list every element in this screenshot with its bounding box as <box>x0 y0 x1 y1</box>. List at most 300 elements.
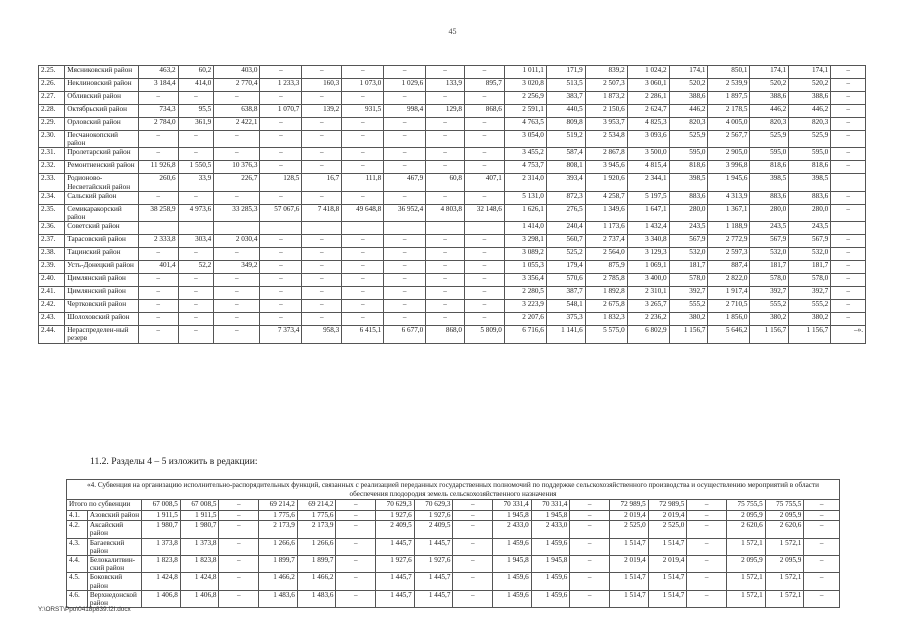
subvention-total-row <box>67 500 840 511</box>
value-cell: 1 945,6 <box>708 174 750 191</box>
value-cell: 4 825,3 <box>627 118 669 131</box>
value-cell: – <box>219 521 259 538</box>
value-cell: – <box>570 590 610 607</box>
value-cell: 525,9 <box>789 131 831 148</box>
value-cell: 3 089,2 <box>504 248 546 261</box>
value-cell: 181,7 <box>750 261 789 274</box>
value-cell: 595,0 <box>669 148 708 161</box>
value-cell: – <box>384 248 426 261</box>
total-value: 67 008,5 <box>142 500 181 511</box>
district-name: Октябрьский район <box>65 105 138 118</box>
row-index: 2.31. <box>39 148 65 161</box>
value-cell: – <box>804 538 840 555</box>
value-cell: – <box>831 248 866 261</box>
value-cell: 1 424,8 <box>142 573 181 590</box>
value-cell: – <box>138 131 178 148</box>
value-cell: – <box>302 313 342 326</box>
value-cell: – <box>260 248 302 261</box>
value-cell: 174,1 <box>669 66 708 79</box>
value-cell: 1 572,1 <box>765 590 804 607</box>
value-cell: 2 333,8 <box>138 235 178 248</box>
value-cell: – <box>336 556 376 573</box>
row-index: 2.43. <box>39 313 65 326</box>
value-cell: 380,2 <box>789 313 831 326</box>
subvention-title-row <box>67 480 840 500</box>
value-cell: 532,0 <box>789 248 831 261</box>
value-cell <box>178 222 214 235</box>
value-cell: 4 005,0 <box>708 118 750 131</box>
value-cell: 446,2 <box>750 105 789 118</box>
value-cell: 388,6 <box>669 92 708 105</box>
value-cell: 1 266,6 <box>259 538 298 555</box>
value-cell: 1 459,6 <box>531 590 570 607</box>
value-cell: 1 775,6 <box>297 510 336 521</box>
file-path-footer: Y:\ORST\Ppo\0418p839.f2I.docx <box>38 606 131 613</box>
district-name: Азовский район <box>87 510 141 521</box>
table-row <box>39 300 866 313</box>
value-cell: 3 265,7 <box>627 300 669 313</box>
row-index: 2.42. <box>39 300 65 313</box>
value-cell: 1 873,2 <box>585 92 627 105</box>
value-cell: 2 019,4 <box>648 556 687 573</box>
value-cell: 2 620,6 <box>727 521 766 538</box>
value-cell: – <box>831 287 866 300</box>
value-cell <box>831 222 866 235</box>
district-name: Багаевский район <box>87 538 141 555</box>
value-cell: 1 073,0 <box>342 79 384 92</box>
value-cell: 387,7 <box>546 287 585 300</box>
value-cell: 2 772,9 <box>708 235 750 248</box>
value-cell: 1 432,4 <box>627 222 669 235</box>
value-cell: – <box>831 261 866 274</box>
value-cell: – <box>260 66 302 79</box>
value-cell: – <box>804 521 840 538</box>
value-cell: 392,7 <box>750 287 789 300</box>
district-name: Тацинский район <box>65 248 138 261</box>
value-cell: – <box>831 131 866 148</box>
value-cell: 4 973,6 <box>178 204 214 221</box>
value-cell: 560,7 <box>546 235 585 248</box>
value-cell: 2 256,9 <box>504 92 546 105</box>
value-cell: 818,6 <box>750 161 789 174</box>
value-cell: – <box>214 300 260 313</box>
value-cell: 380,2 <box>669 313 708 326</box>
value-cell: 1 445,7 <box>414 538 453 555</box>
value-cell: – <box>570 521 610 538</box>
value-cell: – <box>453 573 493 590</box>
value-cell: – <box>342 118 384 131</box>
value-cell: 33 285,3 <box>214 204 260 221</box>
value-cell: – <box>214 274 260 287</box>
value-cell: 2 173,9 <box>259 521 298 538</box>
value-cell: – <box>384 300 426 313</box>
district-name: Нераспределен-ный резерв <box>65 326 138 343</box>
value-cell: 532,0 <box>750 248 789 261</box>
value-cell: 6 677,0 <box>384 326 426 343</box>
total-value: – <box>219 500 259 511</box>
value-cell: – <box>178 287 214 300</box>
value-cell: – <box>831 148 866 161</box>
value-cell: 875,9 <box>585 261 627 274</box>
value-cell: 3 298,1 <box>504 235 546 248</box>
row-index: 2.27. <box>39 92 65 105</box>
total-value: 75 755,5 <box>727 500 766 511</box>
value-cell: – <box>453 510 493 521</box>
district-name: Шолоховский район <box>65 313 138 326</box>
row-index: 4.6. <box>67 590 88 607</box>
value-cell: 1 024,2 <box>627 66 669 79</box>
total-value: 69 214,2 <box>297 500 336 511</box>
table-row <box>39 66 866 79</box>
district-name: Белокалитвин-ский район <box>87 556 141 573</box>
value-cell: 1 980,7 <box>142 521 181 538</box>
value-cell: 179,4 <box>546 261 585 274</box>
value-cell: 2 784,0 <box>138 118 178 131</box>
value-cell: 872,3 <box>546 191 585 204</box>
value-cell: 1 927,6 <box>376 510 415 521</box>
value-cell: 595,0 <box>750 148 789 161</box>
value-cell: 33,9 <box>178 174 214 191</box>
district-name: Чертковский район <box>65 300 138 313</box>
total-value: 70 629,3 <box>414 500 453 511</box>
total-value: – <box>804 500 840 511</box>
value-cell: – <box>138 326 178 343</box>
value-cell: – <box>465 300 505 313</box>
table-row <box>39 174 866 191</box>
value-cell: 361,9 <box>178 118 214 131</box>
value-cell: – <box>570 573 610 590</box>
value-cell: 2 030,4 <box>214 235 260 248</box>
value-cell: 2 525,0 <box>610 521 649 538</box>
table-row <box>39 191 866 204</box>
value-cell: 818,6 <box>669 161 708 174</box>
value-cell: 2 314,0 <box>504 174 546 191</box>
value-cell: – <box>384 274 426 287</box>
value-cell: 1 141,6 <box>546 326 585 343</box>
value-cell: 1 445,7 <box>376 538 415 555</box>
value-cell: – <box>831 118 866 131</box>
value-cell: 1 856,0 <box>708 313 750 326</box>
value-cell: 160,3 <box>302 79 342 92</box>
value-cell <box>260 222 302 235</box>
value-cell: 1 011,1 <box>504 66 546 79</box>
value-cell: 60,8 <box>426 174 465 191</box>
total-value: 72 989,5 <box>648 500 687 511</box>
value-cell: – <box>260 261 302 274</box>
value-cell: 1 892,8 <box>585 287 627 300</box>
row-index: 2.39. <box>39 261 65 274</box>
value-cell: – <box>138 300 178 313</box>
district-name: Обливский район <box>65 92 138 105</box>
value-cell: 809,8 <box>546 118 585 131</box>
value-cell: – <box>465 161 505 174</box>
value-cell: 1 070,7 <box>260 105 302 118</box>
value-cell: 520,2 <box>789 79 831 92</box>
value-cell: – <box>831 105 866 118</box>
value-cell: – <box>219 573 259 590</box>
value-cell: – <box>214 191 260 204</box>
value-cell: 1 373,8 <box>180 538 219 555</box>
value-cell: – <box>831 300 866 313</box>
value-cell: – <box>384 313 426 326</box>
value-cell: 998,4 <box>384 105 426 118</box>
value-cell: 868,6 <box>465 105 505 118</box>
value-cell <box>465 222 505 235</box>
value-cell: 1 775,6 <box>259 510 298 521</box>
district-funding-table <box>38 65 866 344</box>
value-cell: 1 945,8 <box>531 556 570 573</box>
value-cell: 1 466,2 <box>259 573 298 590</box>
value-cell: – <box>687 590 727 607</box>
value-cell: 3 060,1 <box>627 79 669 92</box>
value-cell: 1 188,9 <box>708 222 750 235</box>
value-cell: – <box>804 573 840 590</box>
value-cell: 4 753,7 <box>504 161 546 174</box>
value-cell: 1 445,7 <box>414 590 453 607</box>
value-cell: 5 131,0 <box>504 191 546 204</box>
table-row <box>39 92 866 105</box>
value-cell: – <box>426 274 465 287</box>
value-cell: 3 400,0 <box>627 274 669 287</box>
value-cell: – <box>214 92 260 105</box>
value-cell: 3 500,0 <box>627 148 669 161</box>
table-row <box>67 556 840 573</box>
value-cell: 3 455,2 <box>504 148 546 161</box>
value-cell: – <box>465 131 505 148</box>
table-row <box>39 326 866 343</box>
value-cell: 1 572,1 <box>727 573 766 590</box>
value-cell: 931,5 <box>342 105 384 118</box>
value-cell: 226,7 <box>214 174 260 191</box>
value-cell: – <box>214 313 260 326</box>
value-cell: 2 019,4 <box>610 556 649 573</box>
value-cell: 3 054,0 <box>504 131 546 148</box>
total-value: – <box>570 500 610 511</box>
value-cell: 174,1 <box>789 66 831 79</box>
value-cell: – <box>831 191 866 204</box>
value-cell: 5 809,0 <box>465 326 505 343</box>
value-cell: 7 373,4 <box>260 326 302 343</box>
value-cell: 570,6 <box>546 274 585 287</box>
value-cell: 139,2 <box>302 105 342 118</box>
value-cell: – <box>260 313 302 326</box>
value-cell <box>302 222 342 235</box>
value-cell: – <box>453 521 493 538</box>
value-cell: 532,0 <box>669 248 708 261</box>
value-cell: – <box>138 274 178 287</box>
value-cell: – <box>426 161 465 174</box>
row-index: 2.33. <box>39 174 65 191</box>
value-cell: 303,4 <box>178 235 214 248</box>
value-cell: – <box>426 235 465 248</box>
row-index: 4.3. <box>67 538 88 555</box>
value-cell: 243,5 <box>750 222 789 235</box>
section-amendment-note: 11.2. Разделы 4 – 5 изложить в редакции: <box>90 456 258 467</box>
value-cell: 839,2 <box>585 66 627 79</box>
value-cell: 1 550,5 <box>178 161 214 174</box>
value-cell: 2 019,4 <box>610 510 649 521</box>
value-cell: 5 197,5 <box>627 191 669 204</box>
value-cell: 1 029,6 <box>384 79 426 92</box>
value-cell: – <box>302 131 342 148</box>
value-cell: 6 716,6 <box>504 326 546 343</box>
value-cell: – <box>260 161 302 174</box>
table-row <box>39 274 866 287</box>
table-row <box>39 105 866 118</box>
value-cell: 2 310,1 <box>627 287 669 300</box>
total-value: – <box>453 500 493 511</box>
value-cell: 808,1 <box>546 161 585 174</box>
value-cell: 181,7 <box>669 261 708 274</box>
value-cell: 555,2 <box>789 300 831 313</box>
value-cell: – <box>342 261 384 274</box>
value-cell: 1 920,6 <box>585 174 627 191</box>
value-cell: 1 459,6 <box>531 573 570 590</box>
value-cell: – <box>384 287 426 300</box>
value-cell: 388,6 <box>750 92 789 105</box>
value-cell: 1 514,7 <box>648 538 687 555</box>
value-cell: 1 927,6 <box>414 556 453 573</box>
value-cell: 820,3 <box>669 118 708 131</box>
value-cell: 2 433,0 <box>493 521 532 538</box>
value-cell: 276,5 <box>546 204 585 221</box>
row-index: 2.30. <box>39 131 65 148</box>
value-cell: – <box>302 92 342 105</box>
value-cell: 1 445,7 <box>414 573 453 590</box>
total-value: 70 331,4 <box>493 500 532 511</box>
value-cell: 895,7 <box>465 79 505 92</box>
value-cell: 1 823,8 <box>180 556 219 573</box>
value-cell: –». <box>831 326 866 343</box>
table-row <box>39 287 866 300</box>
value-cell: 398,5 <box>669 174 708 191</box>
value-cell: 4 258,7 <box>585 191 627 204</box>
value-cell: 525,9 <box>750 131 789 148</box>
value-cell: 2 770,4 <box>214 79 260 92</box>
value-cell: – <box>336 510 376 521</box>
value-cell: – <box>302 300 342 313</box>
value-cell: 1 572,1 <box>727 538 766 555</box>
value-cell: – <box>214 248 260 261</box>
table-row <box>39 235 866 248</box>
value-cell: – <box>831 92 866 105</box>
value-cell: – <box>342 92 384 105</box>
value-cell: 2 525,0 <box>648 521 687 538</box>
value-cell: 868,0 <box>426 326 465 343</box>
value-cell: 393,4 <box>546 174 585 191</box>
value-cell: – <box>465 248 505 261</box>
value-cell: – <box>426 300 465 313</box>
value-cell: – <box>453 590 493 607</box>
value-cell: – <box>831 235 866 248</box>
value-cell: 1 911,5 <box>142 510 181 521</box>
value-cell: – <box>342 148 384 161</box>
table-row <box>67 590 840 607</box>
value-cell: 2 095,9 <box>727 556 766 573</box>
table-row <box>39 161 866 174</box>
value-cell: – <box>384 235 426 248</box>
value-cell: 1 424,8 <box>180 573 219 590</box>
value-cell: 2 409,5 <box>376 521 415 538</box>
value-cell: – <box>426 261 465 274</box>
table-row <box>39 313 866 326</box>
value-cell <box>384 222 426 235</box>
value-cell: 525,2 <box>546 248 585 261</box>
value-cell: – <box>336 521 376 538</box>
value-cell: – <box>342 161 384 174</box>
value-cell: – <box>384 148 426 161</box>
value-cell: – <box>570 556 610 573</box>
value-cell: – <box>302 274 342 287</box>
value-cell: – <box>465 274 505 287</box>
value-cell: 3 093,6 <box>627 131 669 148</box>
value-cell: – <box>687 556 727 573</box>
value-cell: 174,1 <box>750 66 789 79</box>
value-cell: 638,8 <box>214 105 260 118</box>
value-cell: 133,9 <box>426 79 465 92</box>
value-cell: 2 422,1 <box>214 118 260 131</box>
value-cell: – <box>302 191 342 204</box>
value-cell: 567,9 <box>789 235 831 248</box>
value-cell: 2 507,3 <box>585 79 627 92</box>
value-cell: – <box>138 148 178 161</box>
value-cell: – <box>831 66 866 79</box>
value-cell: 3 356,4 <box>504 274 546 287</box>
row-index: 2.44. <box>39 326 65 343</box>
value-cell: 4 313,9 <box>708 191 750 204</box>
value-cell: – <box>260 131 302 148</box>
value-cell: 407,1 <box>465 174 505 191</box>
value-cell: – <box>384 66 426 79</box>
value-cell: – <box>214 326 260 343</box>
value-cell: – <box>426 148 465 161</box>
value-cell: 388,6 <box>789 92 831 105</box>
value-cell: 1 927,6 <box>414 510 453 521</box>
district-name: Боковский район <box>87 573 141 590</box>
value-cell: 1 897,5 <box>708 92 750 105</box>
value-cell: 513,5 <box>546 79 585 92</box>
value-cell: 1 233,3 <box>260 79 302 92</box>
value-cell: – <box>384 92 426 105</box>
value-cell: 280,0 <box>669 204 708 221</box>
value-cell: 2 567,7 <box>708 131 750 148</box>
value-cell: 2 905,0 <box>708 148 750 161</box>
table-row <box>67 510 840 521</box>
value-cell: 16,7 <box>302 174 342 191</box>
value-cell: 1 406,8 <box>180 590 219 607</box>
value-cell: 2 433,0 <box>531 521 570 538</box>
value-cell: 128,5 <box>260 174 302 191</box>
value-cell: – <box>178 248 214 261</box>
value-cell: – <box>384 118 426 131</box>
value-cell: – <box>426 66 465 79</box>
value-cell: 7 418,8 <box>302 204 342 221</box>
value-cell: 2 150,6 <box>585 105 627 118</box>
value-cell: – <box>687 538 727 555</box>
value-cell: 3 953,7 <box>585 118 627 131</box>
value-cell: – <box>831 161 866 174</box>
value-cell: 1 483,6 <box>297 590 336 607</box>
value-cell: 440,5 <box>546 105 585 118</box>
value-cell: – <box>219 590 259 607</box>
value-cell: – <box>178 300 214 313</box>
value-cell: – <box>219 556 259 573</box>
total-value: 69 214,2 <box>259 500 298 511</box>
row-index: 2.28. <box>39 105 65 118</box>
value-cell: 1 373,8 <box>142 538 181 555</box>
value-cell: – <box>219 510 259 521</box>
value-cell: 3 129,3 <box>627 248 669 261</box>
